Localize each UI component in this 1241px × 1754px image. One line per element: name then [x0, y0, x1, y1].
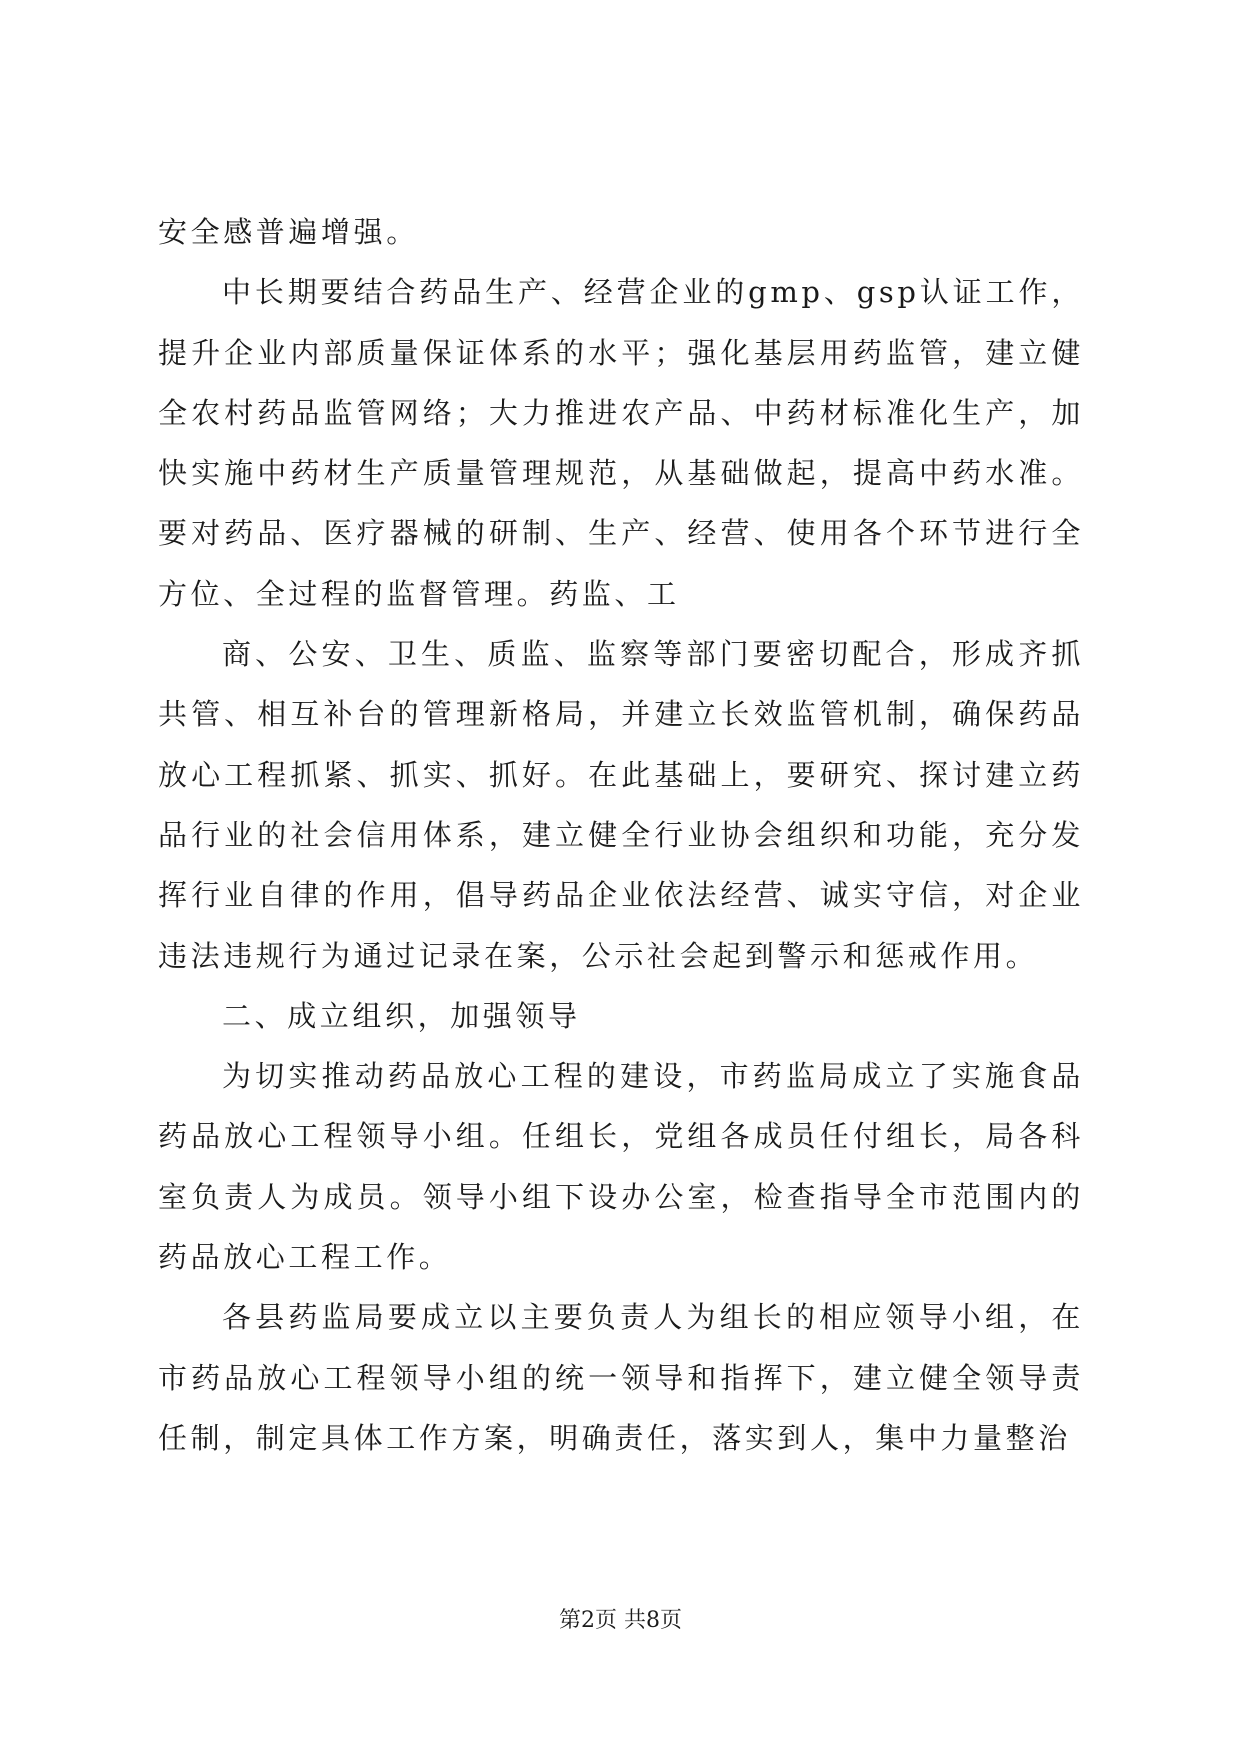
paragraph-3: 商、公安、卫生、质监、监察等部门要密切配合，形成齐抓共管、相互补台的管理新格局，并建立长效监管机制，确保药品放心工程抓紧、抓实、抓好。在此基础上，要研究、探讨建立药品行业的社会信用体系，建立健全行业协会组织和功能，充分发挥行业自律的作用，倡导药品企业依法经营、诚实守信，对企业违法违规行为通过记录在案，公示社会起到警示和惩戒作用。 — [158, 637, 1084, 973]
section-heading: 二、成立组织，加强领导 — [222, 998, 581, 1033]
paragraph-1: 安全感普遍增强。 — [158, 215, 419, 249]
paragraph-5: 各县药监局要成立以主要负责人为组长的相应领导小组，在市药品放心工程领导小组的统一领导和指挥下，建立健全领导责任制，制定具体工作方案，明确责任，落实到人，集中力量整治 — [158, 1300, 1084, 1455]
document-body — [158, 202, 1084, 1468]
page-number-footer: 第2页 共8页 — [559, 1608, 682, 1633]
paragraph-2: 中长期要结合药品生产、经营企业的gmp、gsp认证工作，提升企业内部质量保证体系的水平；强化基层用药监管，建立健全农村药品监管网络；大力推进农产品、中药材标准化生产，加快实施中药材生产质量管理规范，从基础做起，提高中药水准。要对药品、医疗器械的研制、生产、经营、使用各个环节进行全方位、全过程的监督管理。药监、工 — [158, 275, 1084, 611]
paragraph-4: 为切实推动药品放心工程的建设，市药监局成立了实施食品药品放心工程领导小组。任组长，党组各成员任付组长，局各科室负责人为成员。领导小组下设办公室，检查指导全市范围内的药品放心工程工作。 — [158, 1059, 1084, 1275]
